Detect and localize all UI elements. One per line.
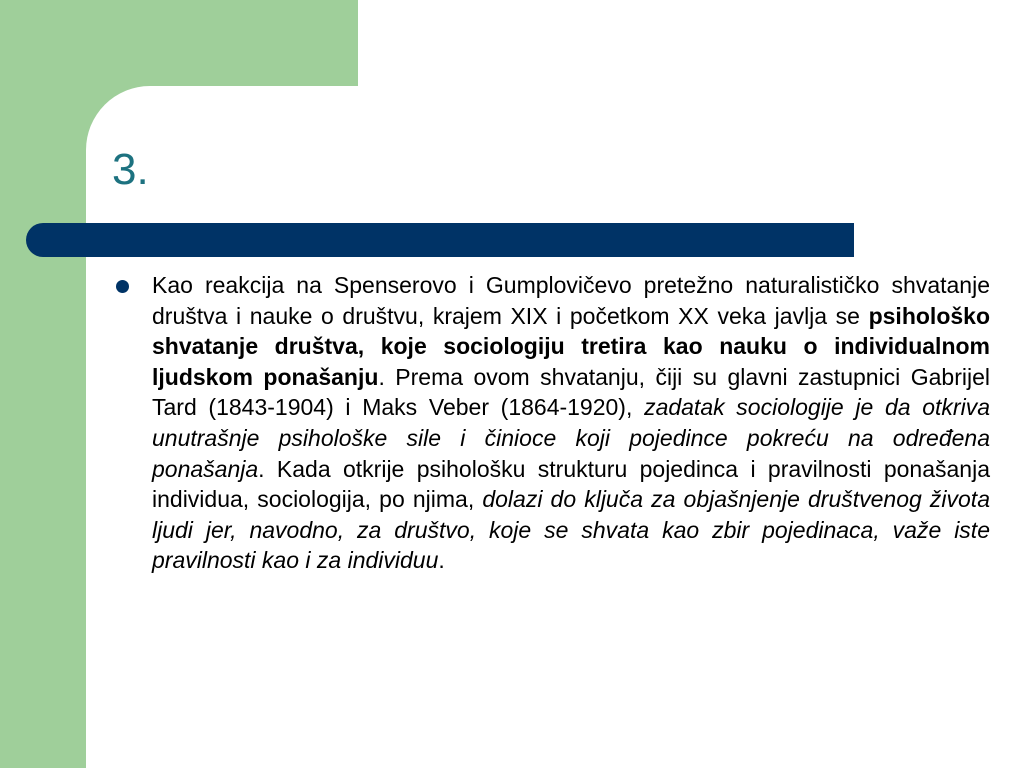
text-run-plain-4: . [438,547,445,574]
text-run-italic-2: dolazi do ključa za objašnjenje društvenog života ljudi jer, navodno, za društvo, koje se shvata kao zbir pojedinaca, važe iste pravilnosti kao i za individuu [152,486,990,574]
text-run-plain-3: . Kada otkrije psihološku strukturu pojedinca i pravilnosti ponašanja individua, sociologija, po njima, [152,455,990,513]
slide-title: 3. [112,145,149,194]
title-underline-bar [26,223,854,257]
text-run-italic-1: zadatak sociologije je da otkriva unutrašnje psihološke sile i činioce koji pojedince pokreću na određena ponašanja [152,394,990,482]
text-run-plain-2: . Prema ovom shvatanju, čiji su glavni zastupnici Gabrijel Tard (1843-1904) i Maks Veber (1864-1920), [152,363,990,421]
bullet-paragraph [152,270,990,576]
text-run-bold-1: psihološko shvatanje društva, koje sociologiju tretira kao nauku o individualnom ljudskom ponašanju [152,302,990,390]
text-run-plain-1: Kao reakcija na Spenserovo i Gumplovičevo pretežno naturalističko shvatanje društva i nauke o društvu, krajem XIX i početkom XX veka javlja se [152,272,990,329]
bullet-dot-icon [116,280,129,293]
